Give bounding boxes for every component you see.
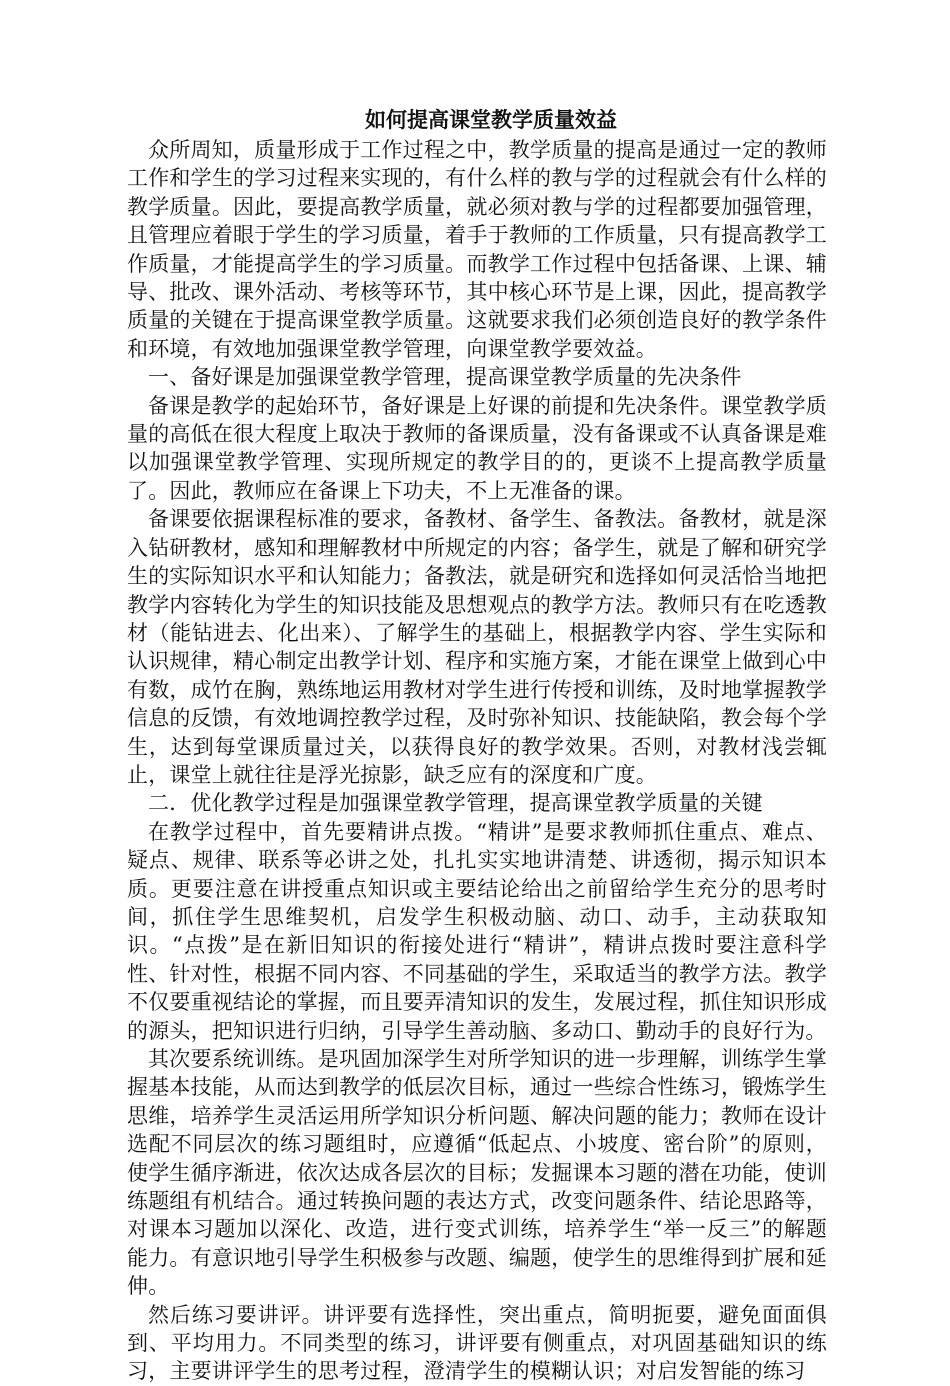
document-page <box>127 104 827 1386</box>
document-title: 如何提高课堂教学质量效益 <box>365 107 617 132</box>
section-heading-2: 二．优化教学过程是加强课堂教学管理，提高课堂教学质量的关键 <box>148 791 763 816</box>
paragraph-prep-requirements: 备课要依据课程标准的要求，备教材、备学生、备教法。备教材，就是深入钻研教材，感知和理解教材中所规定的内容；备学生，就是了解和研究学生的实际知识水平和认知能力；备教法，就是研究和选择如何灵活恰当地把教学内容转化为学生的知识技能及思想观点的教学方法。教师只有在吃透教材（能钻进去、化出来）、了解学生的基础上，根据教学内容、学生实际和认识规律，精心制定出教学计划、程序和实施方案，才能在课堂上做到心中有数，成竹在胸，熟练地运用教材对学生进行传授和训练，及时地掌握教学信息的反馈，有效地调控教学过程，及时弥补知识、技能缺陷，教会每个学生，达到每堂课质量过关，以获得良好的教学效果。否则，对教材浅尝辄止，课堂上就往往是浮光掠影，缺乏应有的深度和广度。 <box>127 507 827 787</box>
section-heading-1: 一、备好课是加强课堂教学管理，提高课堂教学质量的先决条件 <box>148 365 742 390</box>
paragraph-lesson-prep: 备课是教学的起始环节，备好课是上好课的前提和先决条件。课堂教学质量的高低在很大程度上取决于教师的备课质量，没有备课或不认真备课是难以加强课堂教学管理、实现所规定的教学目的的，更谈不上提高教学质量了。因此，教师应在备课上下功夫，不上无准备的课。 <box>127 393 827 503</box>
paragraph-concise-teaching: 在教学过程中，首先要精讲点拨。“精讲”是要求教师抓住重点、难点、疑点、规律、联系等必讲之处，扎扎实实地讲清楚、讲透彻，揭示知识本质。更要注意在讲授重点知识或主要结论给出之前留给学生充分的思考时间，抓住学生思维契机，启发学生积极动脑、动口、动手，主动获取知识。“点拨”是在新旧知识的衔接处进行“精讲”，精讲点拨时要注意科学性、针对性，根据不同内容、不同基础的学生，采取适当的教学方法。教学不仅要重视结论的掌握，而且要弄清知识的发生，发展过程，抓住知识形成的源头，把知识进行归纳，引导学生善动脑、多动口、勤动手的良好行为。 <box>127 819 827 1043</box>
paragraph-exercise-review: 然后练习要讲评。讲评要有选择性，突出重点，简明扼要，避免面面俱到、平均用力。不同类型的练习，讲评要有侧重点，对巩固基础知识的练习，主要讲评学生的思考过程，澄清学生的模糊认识；对启发智能的练习 <box>127 1302 827 1384</box>
paragraph-systematic-training: 其次要系统训练。是巩固加深学生对所学知识的进一步理解，训练学生掌握基本技能，从而达到教学的低层次目标，通过一些综合性练习，锻炼学生思维，培养学生灵活运用所学知识分析问题、解决问题的能力；教师在设计选配不同层次的练习题组时，应遵循“低起点、小坡度、密台阶”的原则，使学生循序渐进，依次达成各层次的目标；发掘课本习题的潜在功能，使训练题组有机结合。通过转换问题的表达方式，改变问题条件、结论思路等，对课本习题加以深化、改造，进行变式训练，培养学生“举一反三”的解题能力。有意识地引导学生积极参与改题、编题，使学生的思维得到扩展和延伸。 <box>127 1047 827 1299</box>
paragraph-intro: 众所周知，质量形成于工作过程之中，教学质量的提高是通过一定的教师工作和学生的学习过程来实现的，有什么样的教与学的过程就会有什么样的教学质量。因此，要提高教学质量，就必须对教与学的过程都要加强管理，且管理应着眼于学生的学习质量，着手于教师的工作质量，只有提高教学工作质量，才能提高学生的学习质量。而教学工作过程中包括备课、上课、辅导、批改、课外活动、考核等环节，其中核心环节是上课，因此，提高教学质量的关键在于提高课堂教学质量。这就要求我们必须创造良好的教学条件和环境，有效地加强课堂教学管理，向课堂教学要效益。 <box>127 138 827 361</box>
